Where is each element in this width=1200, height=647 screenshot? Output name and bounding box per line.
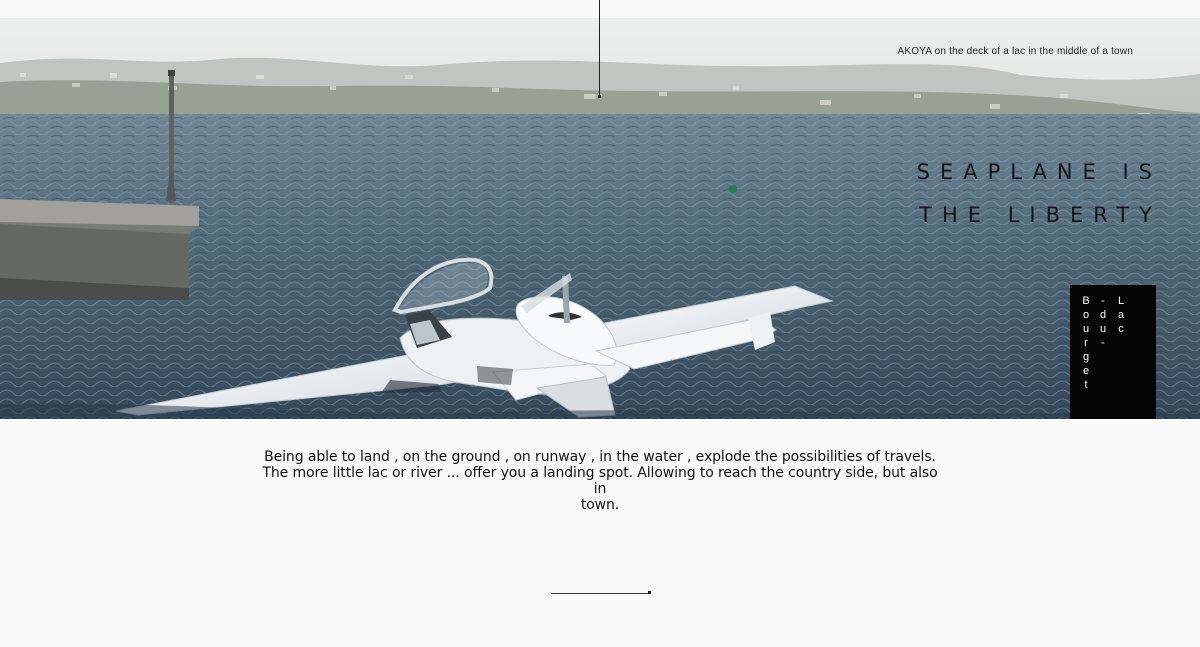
headline-line-2: THE LIBERTY	[919, 203, 1162, 227]
bottom-rule-dot	[648, 591, 651, 594]
top-vertical-rule	[599, 0, 600, 96]
location-name-part-2: -du-	[1097, 295, 1109, 351]
location-name-part-1: Bourget	[1080, 295, 1092, 393]
photo-caption: AKOYA on the deck of a lac in the middle of a town	[897, 46, 1133, 57]
hero-headline	[917, 151, 1162, 237]
headline-line-1: SEAPLANE IS	[916, 160, 1162, 184]
description-text: Being able to land , on the ground , on runway , in the water , explode the possibilities of travels. The more little lac or river ... offer you a landing spot. Allowing to reach the country side, but also in town.	[262, 449, 938, 513]
location-label	[1070, 285, 1156, 419]
bottom-horizontal-rule	[551, 593, 650, 594]
top-rule-dot	[598, 95, 601, 98]
seaplane-description	[255, 449, 945, 513]
location-name-part-3: Lac	[1115, 295, 1127, 337]
